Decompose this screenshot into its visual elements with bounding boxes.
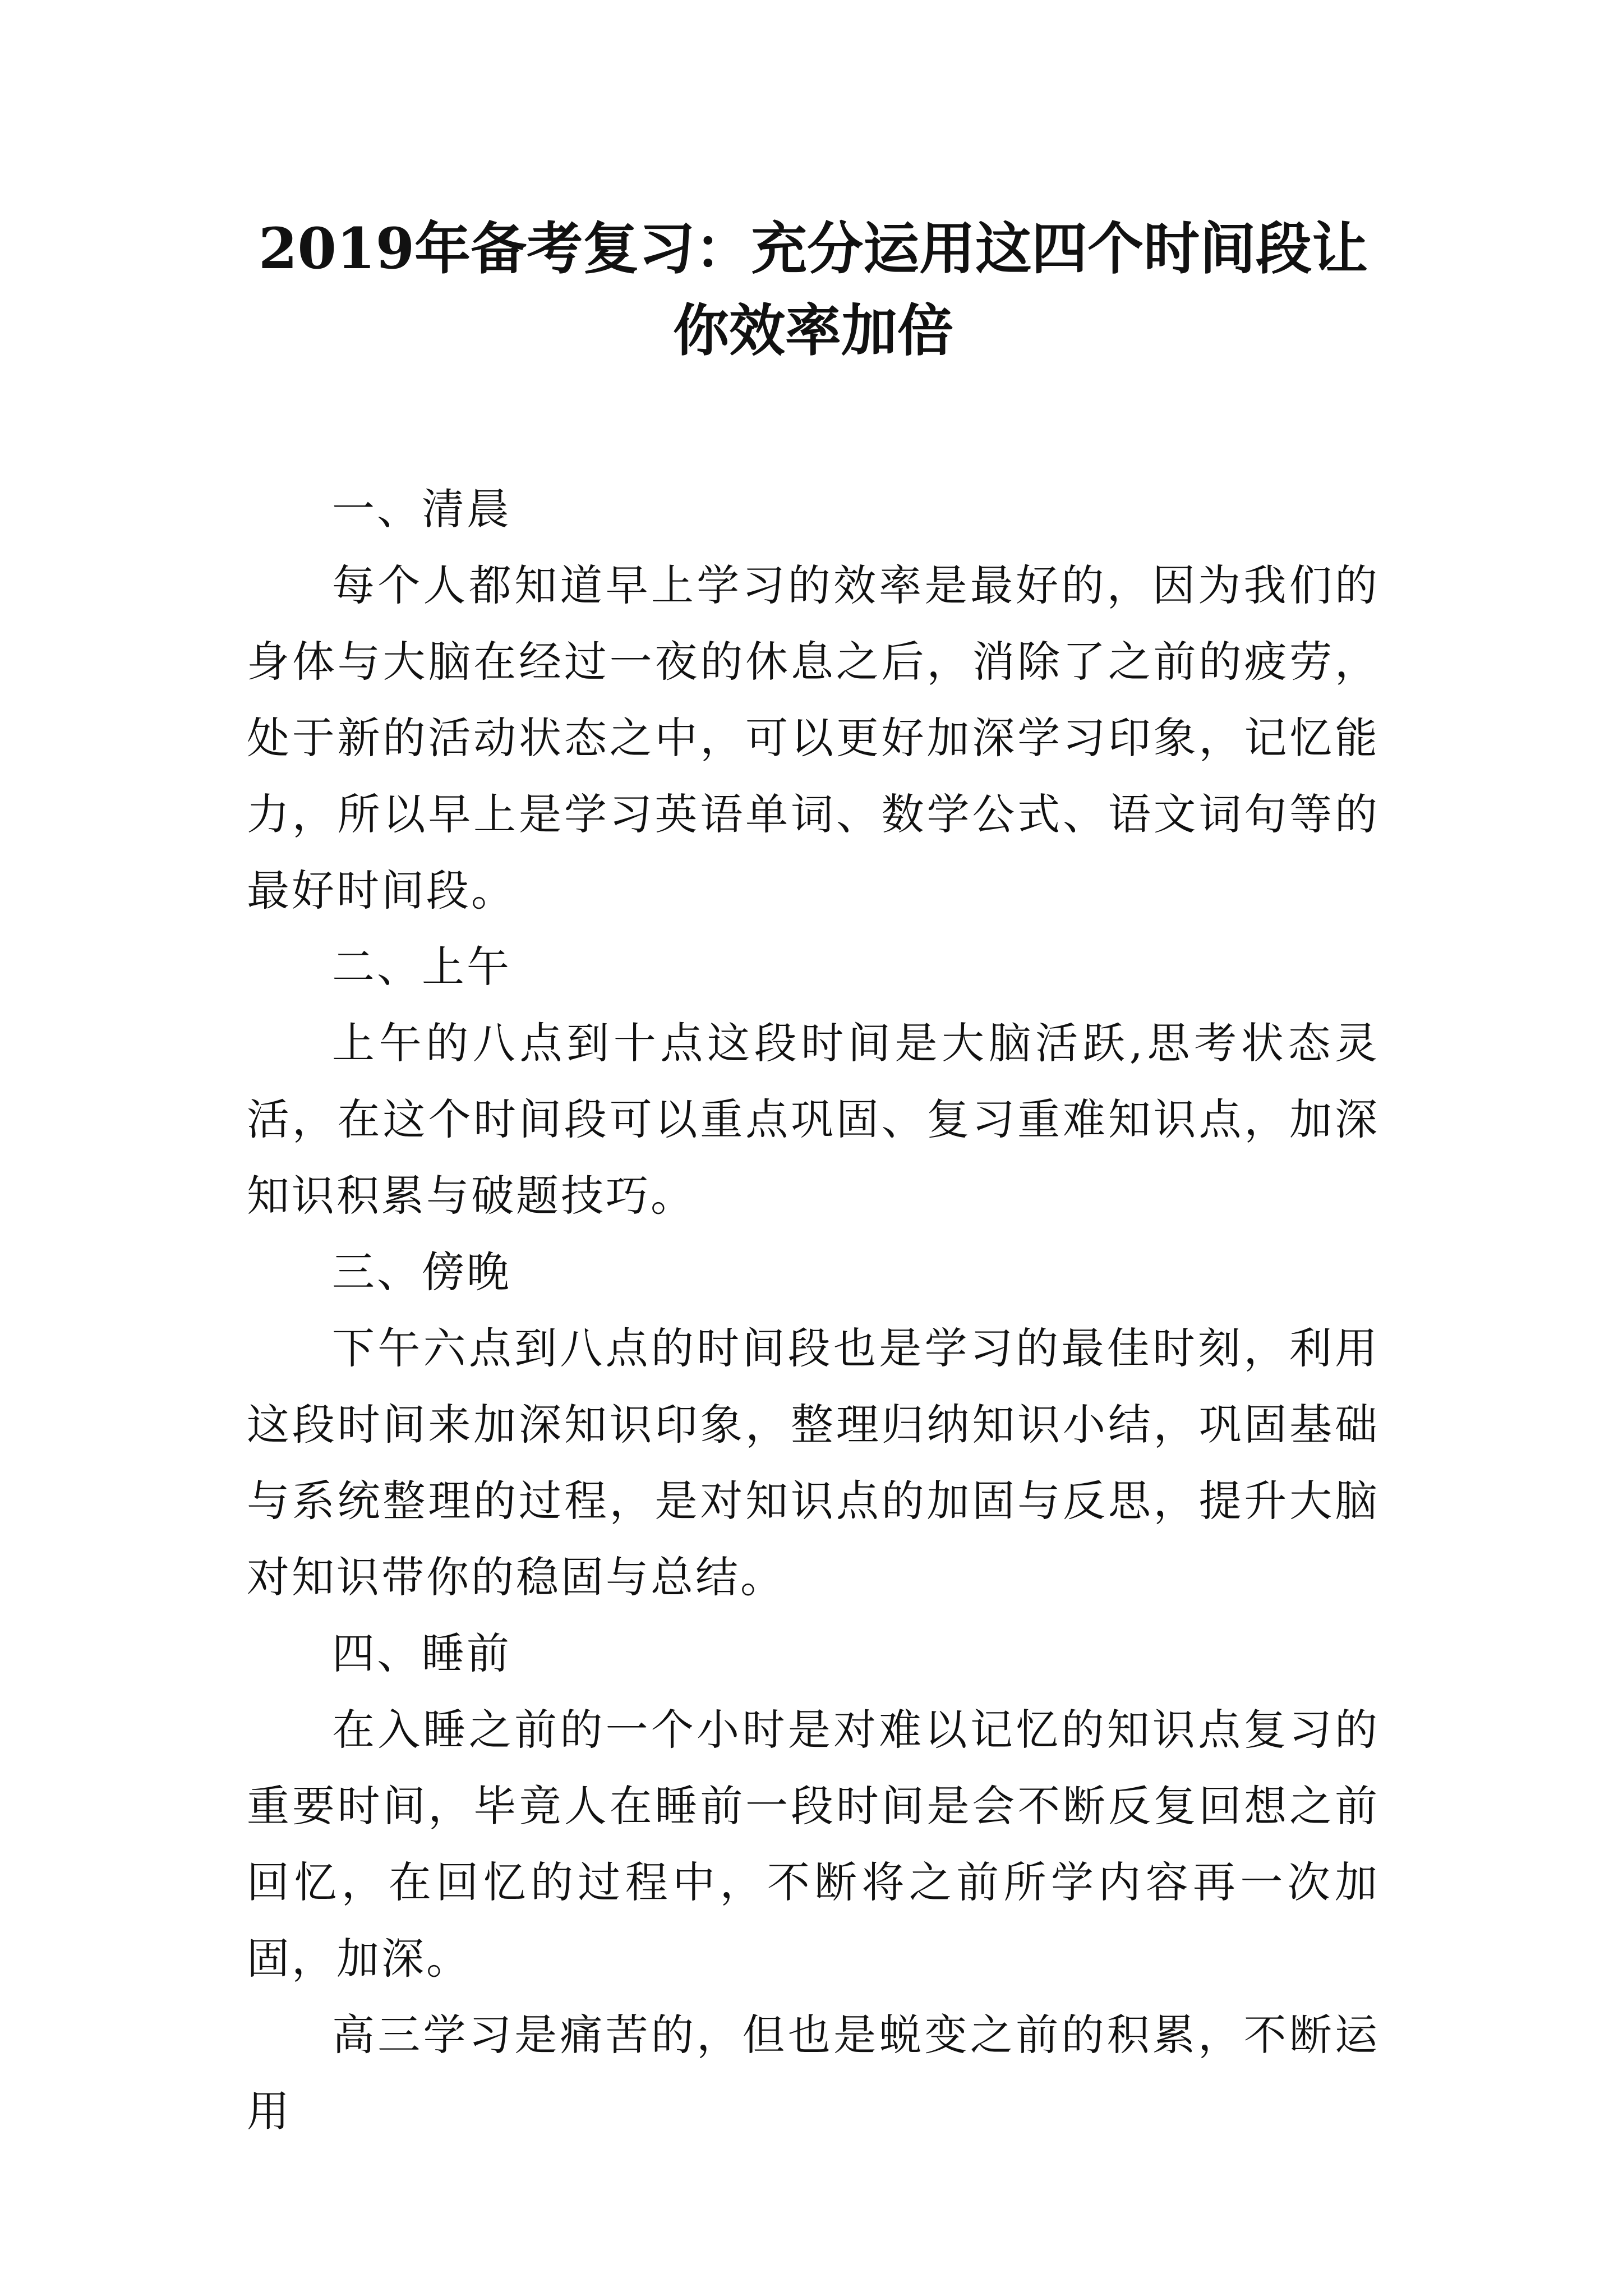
section-heading: 一、清晨 (332, 484, 511, 534)
section-heading: 二、上午 (332, 942, 511, 992)
section-paragraph: 上午的八点到十点这段时间是大脑活跃,思考状态灵活，在这个时间段可以重点巩固、复习重难知识点，加深知识积累与破题技巧。 (247, 1018, 1380, 1221)
closing-paragraph: 高三学习是痛苦的，但也是蜕变之前的积累，不断运用 (247, 2010, 1380, 2136)
document-title: 2019年备考复习：充分运用这四个时间段让你效率加倍 (258, 215, 1368, 364)
section-paragraph: 在入睡之前的一个小时是对难以记忆的知识点复习的重要时间，毕竟人在睡前一段时间是会不断反复回想之前回忆，在回忆的过程中，不断将之前所学内容再一次加固，加深。 (247, 1705, 1380, 1984)
document-content (247, 208, 1380, 2136)
section-paragraph: 每个人都知道早上学习的效率是最好的，因为我们的身体与大脑在经过一夜的休息之后，消除了之前的疲劳，处于新的活动状态之中，可以更好加深学习印象，记忆能力，所以早上是学习英语单词、数学公式、语文词句等的最好时间段。 (247, 560, 1380, 915)
section-heading: 三、傍晚 (332, 1247, 511, 1297)
section-paragraph: 下午六点到八点的时间段也是学习的最佳时刻，利用这段时间来加深知识印象，整理归纳知识小结，巩固基础与系统整理的过程，是对知识点的加固与反思，提升大脑对知识带你的稳固与总结。 (247, 1323, 1380, 1602)
section-heading: 四、睡前 (332, 1628, 511, 1678)
document-body (247, 471, 1380, 2150)
